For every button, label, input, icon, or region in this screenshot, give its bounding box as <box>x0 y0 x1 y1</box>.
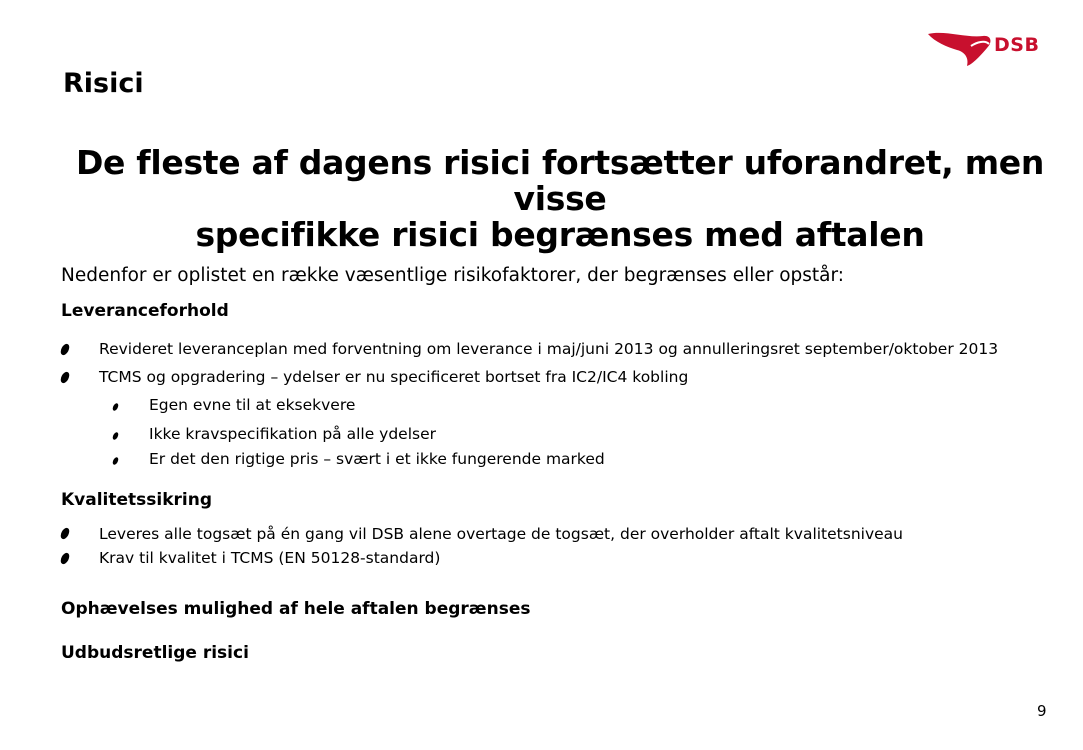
intro-text: Nedenfor er oplistet en række væsentlige risikofaktorer, der begrænses eller opstår: <box>61 265 845 286</box>
sub-list-item: Er det den rigtige pris – svært i et ikke fungerende marked <box>149 450 605 468</box>
dsb-wing-icon <box>928 33 990 66</box>
headline <box>40 145 1080 253</box>
heading-kvalitetssikring: Kvalitetssikring <box>61 490 213 510</box>
sub-bullet-icon <box>112 431 119 441</box>
headline-line-2: specifikke risici begrænses med aftalen <box>195 215 925 254</box>
sub-list-item: Egen evne til at eksekvere <box>149 396 356 414</box>
bullet-icon <box>60 526 70 541</box>
heading-leveranceforhold: Leveranceforhold <box>61 301 229 321</box>
section-title: Risici <box>63 68 144 99</box>
heading-udbudsretlige: Udbudsretlige risici <box>61 643 249 663</box>
list-item: Revideret leveranceplan med forventning om leverance i maj/juni 2013 og annulleringsret september/oktober 2013 <box>99 340 999 358</box>
sub-list-item: Ikke kravspecifikation på alle ydelser <box>149 425 436 443</box>
bullet-icon <box>60 370 70 385</box>
sub-bullet-icon <box>112 456 119 466</box>
heading-ophaevelses: Ophævelses mulighed af hele aftalen begrænses <box>61 599 531 619</box>
sub-bullet-icon <box>112 402 119 412</box>
bullet-icon <box>60 551 70 566</box>
list-item: Leveres alle togsæt på én gang vil DSB alene overtage de togsæt, der overholder aftalt kvalitetsniveau <box>99 525 903 543</box>
list-item: TCMS og opgradering – ydelser er nu specificeret bortset fra IC2/IC4 kobling <box>99 368 689 386</box>
bullet-icon <box>60 342 70 357</box>
list-item: Krav til kvalitet i TCMS (EN 50128-standard) <box>99 549 441 567</box>
page-number: 9 <box>1037 702 1047 720</box>
dsb-logo-text: DSB <box>994 34 1040 56</box>
headline-line-1: De fleste af dagens risici fortsætter uforandret, men visse <box>75 143 1045 218</box>
